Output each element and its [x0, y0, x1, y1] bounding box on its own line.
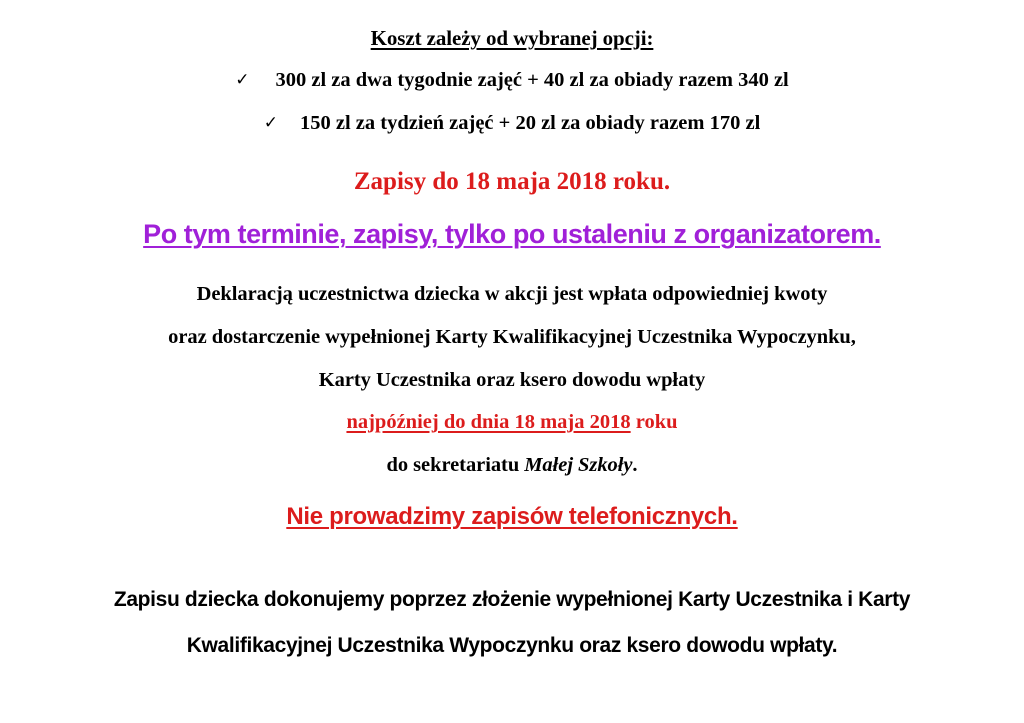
declaration-line-3	[0, 369, 1024, 392]
check-icon: ✓	[263, 113, 278, 133]
page-title	[0, 26, 1024, 51]
deadline-date-suffix: roku	[630, 411, 678, 433]
declaration-line-2-text: oraz dostarczenie wypełnionej Karty Kwalifikacyjnej Uczestnika Wypoczynku,	[168, 326, 856, 348]
declaration-line-2	[0, 326, 1024, 349]
deadline-notice-text: Zapisy do 18 maja 2018 roku.	[353, 168, 671, 195]
after-deadline-notice	[0, 219, 1024, 250]
no-phone-notice-text: Nie prowadzimy zapisów telefonicznych.	[286, 503, 738, 530]
office-prefix: do sekretariatu	[386, 454, 525, 476]
enrollment-line-1-text: Zapisu dziecka dokonujemy poprzez złożenie wypełnionej Karty Uczestnika i Karty	[113, 588, 911, 611]
deadline-date-underlined: najpóźniej do dnia 18 maja 2018	[346, 411, 631, 433]
deadline-date-line	[0, 411, 1024, 434]
enrollment-line-1	[0, 588, 1024, 612]
declaration-line-3-text: Karty Uczestnika oraz ksero dowodu wpłaty	[318, 369, 706, 391]
deadline-notice	[0, 168, 1024, 196]
office-name: Małej Szkoły	[524, 454, 633, 476]
option-1-text: 300 zl za dwa tygodnie zajęć + 40 zl za obiady razem 340 zl	[275, 69, 789, 91]
option-2-text: 150 zl za tydzień zajęć + 20 zl za obiady razem 170 zl	[299, 112, 761, 134]
after-deadline-notice-text: Po tym terminie, zapisy, tylko po ustaleniu z organizatorem.	[143, 219, 881, 249]
declaration-line-1-text: Deklaracją uczestnictwa dziecka w akcji jest wpłata odpowiedniej kwoty	[196, 283, 828, 305]
office-line	[0, 454, 1024, 477]
enrollment-line-2	[0, 634, 1024, 658]
page-title-text: Koszt zależy od wybranej opcji:	[370, 26, 654, 50]
enrollment-line-2-text: Kwalifikacyjnej Uczestnika Wypoczynku oraz ksero dowodu wpłaty.	[186, 634, 838, 657]
declaration-line-1	[0, 283, 1024, 306]
no-phone-notice	[0, 503, 1024, 531]
office-suffix: .	[632, 454, 638, 476]
list-item-option-2	[0, 112, 1024, 135]
check-icon: ✓	[235, 70, 250, 90]
list-item-option-1	[0, 69, 1024, 92]
